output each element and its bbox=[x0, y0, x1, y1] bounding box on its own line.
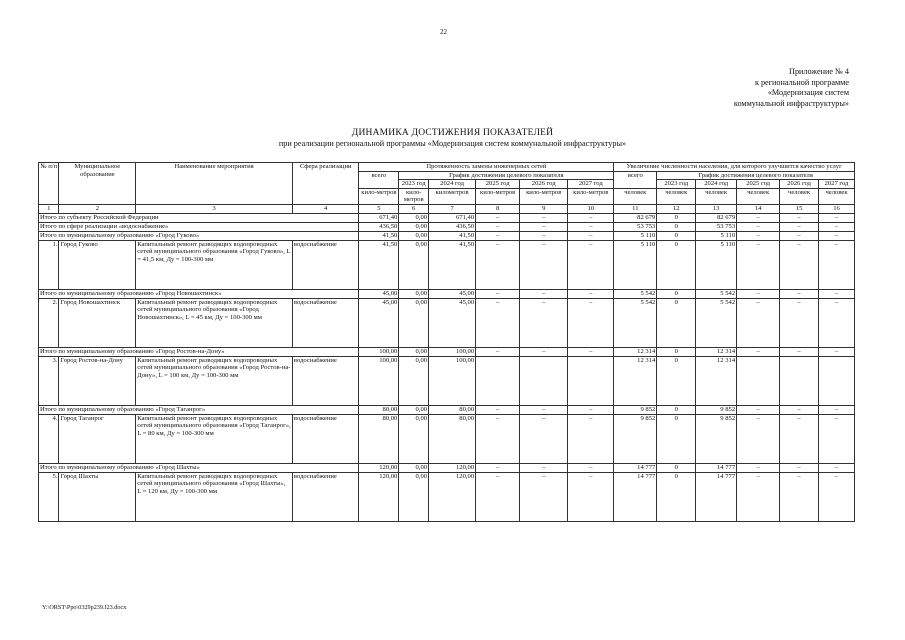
appendix-line: к региональной программе bbox=[754, 77, 849, 87]
sphere-cell: водоснабжение bbox=[292, 298, 359, 347]
summary-value: – bbox=[520, 405, 568, 414]
sphere-cell: водоснабжение bbox=[292, 472, 359, 521]
column-number: 4 bbox=[292, 204, 359, 213]
summary-value: 45,00 bbox=[359, 289, 399, 298]
summary-value: – bbox=[476, 289, 520, 298]
summary-value: – bbox=[520, 222, 568, 231]
summary-value: – bbox=[780, 231, 819, 240]
header-unit: кило-метров bbox=[359, 188, 399, 204]
summary-value: – bbox=[476, 222, 520, 231]
summary-value: 41,50 bbox=[429, 231, 476, 240]
summary-value: 0,00 bbox=[399, 405, 429, 414]
value-cell: 0,00 bbox=[399, 356, 429, 405]
value-cell: – bbox=[520, 240, 568, 289]
value-cell: 0,00 bbox=[399, 298, 429, 347]
summary-value: – bbox=[520, 289, 568, 298]
summary-value: 0 bbox=[657, 347, 696, 356]
row-number: 5. bbox=[39, 472, 59, 521]
value-cell: – bbox=[520, 414, 568, 463]
summary-value: – bbox=[737, 405, 780, 414]
summary-value: – bbox=[568, 347, 614, 356]
summary-value: – bbox=[780, 213, 819, 222]
summary-value: 53 753 bbox=[696, 222, 737, 231]
value-cell: 120,00 bbox=[429, 472, 476, 521]
header-year: 2024 год bbox=[696, 180, 737, 189]
summary-value: 0 bbox=[657, 463, 696, 472]
value-cell: 5 110 bbox=[614, 240, 657, 289]
measure-cell: Капитальный ремонт разводящих водопроводных сетей муниципального образования «Город Шахты», L = 120 км, Ду = 100-300 мм bbox=[136, 472, 293, 521]
summary-value: – bbox=[568, 222, 614, 231]
row-number: 4. bbox=[39, 414, 59, 463]
table-row bbox=[39, 356, 855, 405]
value-cell: 0 bbox=[657, 472, 696, 521]
summary-row bbox=[39, 222, 855, 231]
header-schedule-length: График достижения целевого показателя bbox=[399, 171, 614, 180]
column-number: 3 bbox=[136, 204, 293, 213]
header-unit: человек bbox=[737, 188, 780, 204]
document-title: ДИНАМИКА ДОСТИЖЕНИЯ ПОКАЗАТЕЛЕЙ bbox=[351, 128, 554, 138]
summary-row bbox=[39, 405, 855, 414]
value-cell: – bbox=[568, 298, 614, 347]
column-number: 6 bbox=[399, 204, 429, 213]
summary-value: – bbox=[568, 213, 614, 222]
value-cell: 14 777 bbox=[696, 472, 737, 521]
summary-value: 0 bbox=[657, 213, 696, 222]
value-cell: 120,00 bbox=[359, 472, 399, 521]
summary-value: 53 753 bbox=[614, 222, 657, 231]
appendix-line: Приложение № 4 bbox=[789, 67, 849, 76]
summary-value: – bbox=[476, 231, 520, 240]
summary-value: – bbox=[737, 231, 780, 240]
summary-value: – bbox=[780, 405, 819, 414]
summary-value: 671,40 bbox=[359, 213, 399, 222]
summary-value: 100,00 bbox=[359, 347, 399, 356]
summary-value: 82 679 bbox=[614, 213, 657, 222]
summary-value: – bbox=[476, 347, 520, 356]
header-year: 2027 год bbox=[819, 180, 855, 189]
value-cell: 100,00 bbox=[359, 356, 399, 405]
summary-value: – bbox=[568, 405, 614, 414]
summary-row bbox=[39, 231, 855, 240]
value-cell: 14 777 bbox=[614, 472, 657, 521]
summary-value: – bbox=[819, 231, 855, 240]
summary-value: 80,00 bbox=[359, 405, 399, 414]
summary-value: 0,00 bbox=[399, 289, 429, 298]
summary-value: – bbox=[476, 463, 520, 472]
summary-value: – bbox=[780, 289, 819, 298]
header-unit: кило-метров bbox=[399, 188, 429, 204]
summary-value: 0,00 bbox=[399, 231, 429, 240]
value-cell: – bbox=[476, 414, 520, 463]
summary-label: Итого по субъекту Российской Федерации bbox=[39, 213, 359, 222]
value-cell: – bbox=[520, 298, 568, 347]
summary-value: – bbox=[819, 222, 855, 231]
value-cell: 0,00 bbox=[399, 414, 429, 463]
header-year: 2025 год bbox=[476, 180, 520, 189]
summary-value: 9 852 bbox=[614, 405, 657, 414]
value-cell: – bbox=[476, 240, 520, 289]
column-number: 2 bbox=[59, 204, 136, 213]
value-cell: 41,50 bbox=[429, 240, 476, 289]
column-number: 16 bbox=[819, 204, 855, 213]
value-cell: 0,00 bbox=[399, 472, 429, 521]
header-year: 2024 год bbox=[429, 180, 476, 189]
row-number: 3. bbox=[39, 356, 59, 405]
summary-value: 0,00 bbox=[399, 463, 429, 472]
column-number: 10 bbox=[568, 204, 614, 213]
municipality-cell: Город Новошахтинск bbox=[59, 298, 136, 347]
summary-value: 0,00 bbox=[399, 222, 429, 231]
value-cell: – bbox=[780, 414, 819, 463]
sphere-cell: водоснабжение bbox=[292, 240, 359, 289]
measure-cell: Капитальный ремонт разводящих водопроводных сетей муниципального образования «Город Новошахтинск», L = 45 км, Ду = 100-300 мм bbox=[136, 298, 293, 347]
column-numbers-row bbox=[39, 204, 855, 213]
summary-value: 14 777 bbox=[614, 463, 657, 472]
indicators-table bbox=[38, 162, 855, 522]
value-cell: – bbox=[819, 414, 855, 463]
value-cell: 45,00 bbox=[359, 298, 399, 347]
summary-value: 14 777 bbox=[696, 463, 737, 472]
summary-value: – bbox=[819, 289, 855, 298]
summary-value: – bbox=[568, 231, 614, 240]
measure-cell: Капитальный ремонт разводящих водопроводных сетей муниципального образования «Город Ростов-на-Дону», L = 100 км, Ду = 100-300 мм bbox=[136, 356, 293, 405]
header-year: 2025 год bbox=[737, 180, 780, 189]
value-cell: 0 bbox=[657, 240, 696, 289]
summary-value: – bbox=[520, 231, 568, 240]
value-cell: – bbox=[819, 298, 855, 347]
document-subtitle: при реализации региональной программы «Модернизация систем коммунальной инфраструктуры» bbox=[278, 139, 627, 148]
municipality-cell: Город Таганрог bbox=[59, 414, 136, 463]
summary-value: 9 852 bbox=[696, 405, 737, 414]
value-cell: – bbox=[520, 472, 568, 521]
header-year: 2023 год bbox=[657, 180, 696, 189]
value-cell: – bbox=[780, 240, 819, 289]
value-cell bbox=[780, 356, 819, 405]
summary-value: 0,00 bbox=[399, 213, 429, 222]
value-cell: 5 542 bbox=[696, 298, 737, 347]
value-cell: – bbox=[737, 240, 780, 289]
summary-value: 5 110 bbox=[696, 231, 737, 240]
summary-value: 0 bbox=[657, 222, 696, 231]
summary-value: – bbox=[819, 347, 855, 356]
summary-value: – bbox=[780, 347, 819, 356]
summary-value: 436,50 bbox=[359, 222, 399, 231]
summary-value: 120,00 bbox=[359, 463, 399, 472]
municipality-cell: Город Ростов-на-Дону bbox=[59, 356, 136, 405]
header-measure: Наименование мероприятия bbox=[136, 163, 293, 205]
appendix-line: «Модернизация систем bbox=[767, 88, 849, 97]
value-cell: – bbox=[568, 240, 614, 289]
summary-value: – bbox=[568, 463, 614, 472]
municipality-cell: Город Шахты bbox=[59, 472, 136, 521]
summary-value: 80,00 bbox=[429, 405, 476, 414]
value-cell: – bbox=[476, 298, 520, 347]
summary-value: 120,00 bbox=[429, 463, 476, 472]
header-unit: километров bbox=[429, 188, 476, 204]
column-number: 13 bbox=[696, 204, 737, 213]
summary-value: – bbox=[568, 289, 614, 298]
summary-value: 0 bbox=[657, 405, 696, 414]
value-cell: – bbox=[476, 472, 520, 521]
summary-value: – bbox=[780, 463, 819, 472]
value-cell: 80,00 bbox=[429, 414, 476, 463]
summary-value: 100,00 bbox=[429, 347, 476, 356]
sphere-cell: водоснабжение bbox=[292, 414, 359, 463]
sphere-cell: водоснабжение bbox=[292, 356, 359, 405]
table-row bbox=[39, 240, 855, 289]
header-year: 2026 год bbox=[520, 180, 568, 189]
value-cell: 12 314 bbox=[696, 356, 737, 405]
value-cell bbox=[737, 356, 780, 405]
summary-value: – bbox=[819, 463, 855, 472]
value-cell: 12 314 bbox=[614, 356, 657, 405]
value-cell: 80,00 bbox=[359, 414, 399, 463]
summary-value: – bbox=[737, 289, 780, 298]
value-cell: 5 110 bbox=[696, 240, 737, 289]
summary-value: – bbox=[819, 405, 855, 414]
summary-value: 12 314 bbox=[696, 347, 737, 356]
header-total-population: всего bbox=[614, 171, 657, 188]
summary-label: Итого по муниципальному образованию «Город Новошахтинск» bbox=[39, 289, 359, 298]
header-municipality: Муниципальное образование bbox=[59, 163, 136, 205]
table-row bbox=[39, 414, 855, 463]
column-number: 9 bbox=[520, 204, 568, 213]
value-cell: 0,00 bbox=[399, 240, 429, 289]
summary-value: – bbox=[737, 213, 780, 222]
summary-value: – bbox=[780, 222, 819, 231]
header-unit: человек bbox=[780, 188, 819, 204]
summary-value: – bbox=[819, 213, 855, 222]
summary-value: 5 542 bbox=[696, 289, 737, 298]
appendix-line: коммунальной инфраструктуры» bbox=[733, 98, 849, 108]
value-cell: – bbox=[737, 298, 780, 347]
header-unit: человек bbox=[657, 188, 696, 204]
column-number: 1 bbox=[39, 204, 59, 213]
header-unit: кило-метров bbox=[568, 188, 614, 204]
value-cell: – bbox=[780, 472, 819, 521]
header-unit: кило-метров bbox=[520, 188, 568, 204]
header-num: № п/п bbox=[39, 163, 59, 205]
column-number: 12 bbox=[657, 204, 696, 213]
value-cell: 0 bbox=[657, 414, 696, 463]
column-number: 7 bbox=[429, 204, 476, 213]
value-cell: 9 852 bbox=[614, 414, 657, 463]
value-cell: – bbox=[737, 414, 780, 463]
summary-value: 45,00 bbox=[429, 289, 476, 298]
summary-row bbox=[39, 463, 855, 472]
summary-value: – bbox=[476, 405, 520, 414]
summary-row bbox=[39, 347, 855, 356]
header-unit: кило-метров bbox=[476, 188, 520, 204]
summary-label: Итого по муниципальному образованию «Город Шахты» bbox=[39, 463, 359, 472]
page-number: 22 bbox=[440, 28, 447, 36]
summary-value: 436,50 bbox=[429, 222, 476, 231]
summary-value: – bbox=[737, 347, 780, 356]
summary-label: Итого по муниципальному образованию «Город Ростов-на-Дону» bbox=[39, 347, 359, 356]
summary-value: 41,50 bbox=[359, 231, 399, 240]
row-number: 2. bbox=[39, 298, 59, 347]
summary-value: 0 bbox=[657, 289, 696, 298]
header-total-length: всего bbox=[359, 171, 399, 188]
header-unit: человек bbox=[614, 188, 657, 204]
value-cell bbox=[819, 356, 855, 405]
table-row bbox=[39, 472, 855, 521]
summary-row bbox=[39, 289, 855, 298]
summary-value: – bbox=[476, 213, 520, 222]
value-cell: – bbox=[568, 472, 614, 521]
measure-cell: Капитальный ремонт разводящих водопроводных сетей муниципального образования «Город Гуково», L = 41,5 км, Ду = 100-300 мм bbox=[136, 240, 293, 289]
summary-label: Итого по муниципальному образованию «Город Гуково» bbox=[39, 231, 359, 240]
header-year: 2023 год bbox=[399, 180, 429, 189]
header-year: 2027 год bbox=[568, 180, 614, 189]
header-schedule-population: График достижения целевого показателя bbox=[657, 171, 855, 180]
appendix-block bbox=[649, 67, 849, 109]
value-cell bbox=[568, 356, 614, 405]
header-length-group: Протяженность замены инженерных сетей bbox=[359, 163, 614, 172]
table-row bbox=[39, 298, 855, 347]
value-cell: 100,00 bbox=[429, 356, 476, 405]
summary-value: 0,00 bbox=[399, 347, 429, 356]
value-cell: – bbox=[819, 240, 855, 289]
summary-value: 0 bbox=[657, 231, 696, 240]
value-cell: – bbox=[568, 414, 614, 463]
header-population-group: Увеличение численности населения, для которого улучшится качество услуг bbox=[614, 163, 855, 172]
summary-label: Итого по сфере реализации «водоснабжение» bbox=[39, 222, 359, 231]
summary-label: Итого по муниципальному образованию «Город Таганрог» bbox=[39, 405, 359, 414]
file-path-footer: Y:\ORST\Ppo\0329p239.f23.docx bbox=[42, 604, 127, 611]
header-year: 2026 год bbox=[780, 180, 819, 189]
value-cell: 0 bbox=[657, 356, 696, 405]
municipality-cell: Город Гуково bbox=[59, 240, 136, 289]
value-cell: 5 542 bbox=[614, 298, 657, 347]
summary-value: 671,40 bbox=[429, 213, 476, 222]
column-number: 5 bbox=[359, 204, 399, 213]
measure-cell: Капитальный ремонт разводящих водопроводных сетей муниципального образования «Город Таганрог», L = 80 км, Ду = 100-300 мм bbox=[136, 414, 293, 463]
summary-value: – bbox=[737, 222, 780, 231]
value-cell: – bbox=[819, 472, 855, 521]
value-cell: 9 852 bbox=[696, 414, 737, 463]
value-cell: 0 bbox=[657, 298, 696, 347]
summary-value: – bbox=[520, 347, 568, 356]
value-cell: – bbox=[737, 472, 780, 521]
header-sphere: Сфера реализации bbox=[292, 163, 359, 205]
value-cell: 45,00 bbox=[429, 298, 476, 347]
value-cell bbox=[476, 356, 520, 405]
value-cell: – bbox=[780, 298, 819, 347]
row-number: 1. bbox=[39, 240, 59, 289]
summary-value: – bbox=[520, 213, 568, 222]
column-number: 15 bbox=[780, 204, 819, 213]
value-cell bbox=[520, 356, 568, 405]
column-number: 8 bbox=[476, 204, 520, 213]
summary-value: 82 679 bbox=[696, 213, 737, 222]
column-number: 11 bbox=[614, 204, 657, 213]
summary-value: – bbox=[520, 463, 568, 472]
header-unit: человек bbox=[819, 188, 855, 204]
summary-row bbox=[39, 213, 855, 222]
summary-value: 5 542 bbox=[614, 289, 657, 298]
header-unit: человек bbox=[696, 188, 737, 204]
value-cell: 41,50 bbox=[359, 240, 399, 289]
column-number: 14 bbox=[737, 204, 780, 213]
summary-value: 12 314 bbox=[614, 347, 657, 356]
summary-value: 5 110 bbox=[614, 231, 657, 240]
summary-value: – bbox=[737, 463, 780, 472]
